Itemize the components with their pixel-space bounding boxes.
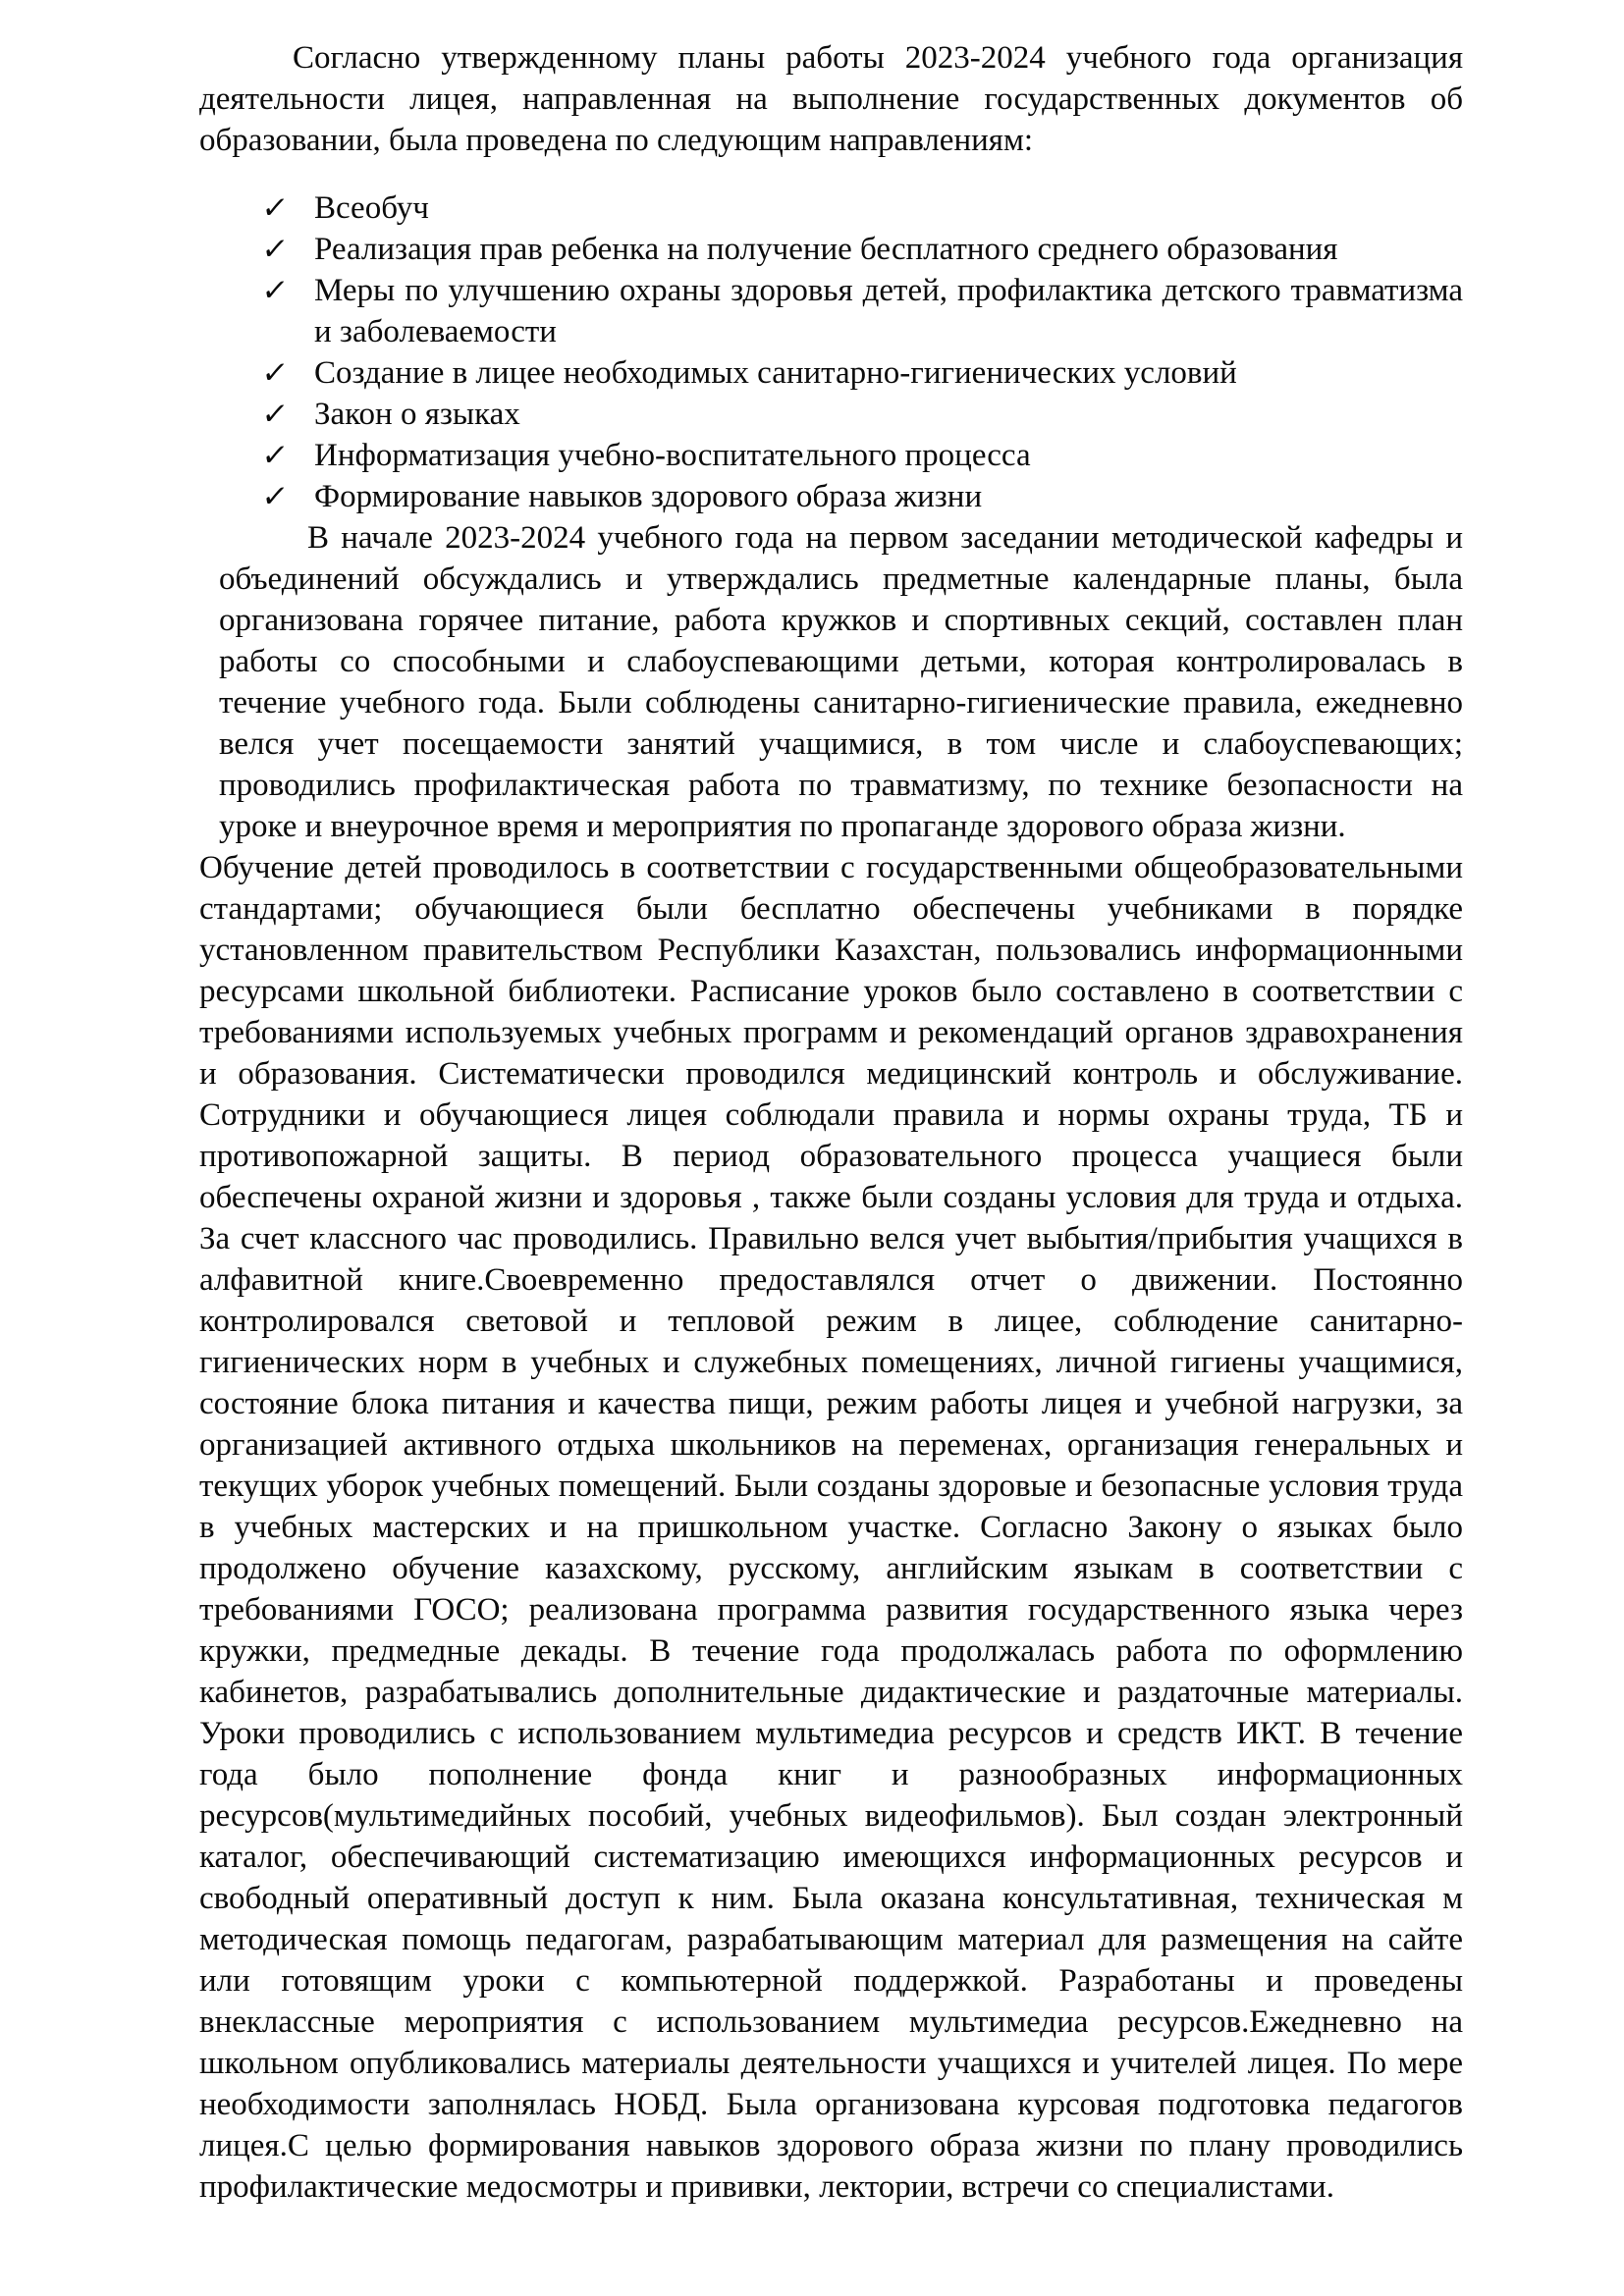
- checklist-item-label: Формирование навыков здорового образа жизни: [314, 479, 983, 514]
- checkmark-icon: ✓: [259, 273, 291, 308]
- checklist-item: [199, 229, 1463, 270]
- checklist-item-label: Информатизация учебно-воспитательного процесса: [314, 438, 1031, 473]
- checklist-item-label: Всеобуч: [314, 190, 429, 226]
- checkmark-icon: ✓: [259, 479, 291, 514]
- main-activity-paragraph: Обучение детей проводилось в соответствии с государственными общеобразовательными стандартами; обучающиеся были бесплатно обеспечены учебниками в порядке установленном правительством Республики Казахстан, пользовались информационными ресурсами школьной библиотеки. Расписание уроков было составлено в соответствии с требованиями используемых учебных программ и рекомендаций органов здравохранения и образования. Систематически проводился медицинский контроль и обслуживание. Сотрудники и обучающиеся лицея соблюдали правила и нормы охраны труда, ТБ и противопожарной защиты. В период образовательного процесса учащиеся были обеспечены охраной жизни и здоровья , также были созданы условия для труда и отдыха. За счет классного час проводились. Правильно велся учет выбытия/прибытия учащихся в алфавитной книге.Своевременно предоставлялся отчет о движении. Постоянно контролировался световой и тепловой режим в лицее, соблюдение санитарно-гигиенических норм в учебных и служебных помещениях, личной гигиены учащимися, состояние блока питания и качества пищи, режим работы лицея и учебной нагрузки, за организацией активного отдыха школьников на переменах, организация генеральных и текущих уборок учебных помещений. Были созданы здоровые и безопасные условия труда в учебных мастерских и на пришкольном участке. Согласно Закону о языках было продолжено обучение казахскому, русскому, английским языкам в соответствии с требованиями ГОСО; реализована программа развития государственного языка через кружки, предмедные декады. В течение года продолжалась работа по оформлению кабинетов, разрабатывались дополнительные дидактические и раздаточные материалы. Уроки проводились с использованием мультимедиа ресурсов и средств ИКТ. В течение года было пополнение фонда книг и разнообразных информационных ресурсов(мультимедийных пособий, учебных видеофильмов). Был создан электронный каталог, обеспечивающий систематизацию имеющихся информационных ресурсов и свободный оперативный доступ к ним. Была оказана консультативная, техническая м методическая помощь педагогам, разрабатывающим материал для размещения на сайте или готовящим уроки с компьютерной поддержкой. Разработаны и проведены внеклассные мероприятия с использованием мультимедиа ресурсов.Ежедневно на школьном опубликовались материалы деятельности учащихся и учителей лицея. По мере необходимости заполнялась НОБД. Была организована курсовая подготовка педагогов лицея.С целью формирования навыков здорового образа жизни по плану проводились профилактические медосмотры и прививки, лектории, встречи со специалистами.: [199, 850, 1463, 2205]
- checklist-item-label: Закон о языках: [314, 397, 520, 432]
- directions-checklist: [199, 187, 1463, 517]
- checklist-item: [199, 394, 1463, 435]
- checklist-item: [199, 352, 1463, 394]
- checklist-item-label: Создание в лицее необходимых санитарно-гигиенических условий: [314, 355, 1237, 391]
- checklist-item-label: Реализация прав ребенка на получение бесплатного среднего образования: [314, 232, 1338, 267]
- checkmark-icon: ✓: [259, 438, 291, 473]
- checkmark-icon: ✓: [259, 397, 291, 432]
- checkmark-icon: ✓: [259, 355, 291, 391]
- checklist-item: [199, 270, 1463, 352]
- checklist-item: [199, 187, 1463, 229]
- checklist-item-label: Меры по улучшению охраны здоровья детей, профилактика детского травматизма и заболеваемости: [314, 273, 1463, 349]
- year-start-paragraph: В начале 2023-2024 учебного года на первом заседании методической кафедры и объединений обсуждались и утверждались предметные календарные планы, была организована горячее питание, работа кружков и спортивных секций, составлен план работы со способными и слабоуспевающими детьми, которая контролировалась в течение учебного года. Были соблюдены санитарно-гигиенические правила, ежедневно велся учет посещаемости занятий учащимися, в том числе и слабоуспевающих; проводились профилактическая работа по травматизму, по технике безопасности на уроке и внеурочное время и мероприятия по пропаганде здорового образа жизни.: [219, 520, 1463, 844]
- checkmark-icon: ✓: [259, 232, 291, 267]
- checkmark-icon: ✓: [259, 190, 291, 226]
- intro-paragraph: Согласно утвержденному планы работы 2023-2024 учебного года организация деятельности лицея, направленная на выполнение государственных документов об образовании, была проведена по следующим направлениям:: [199, 40, 1463, 158]
- checklist-item: [199, 435, 1463, 476]
- checklist-item: [199, 476, 1463, 517]
